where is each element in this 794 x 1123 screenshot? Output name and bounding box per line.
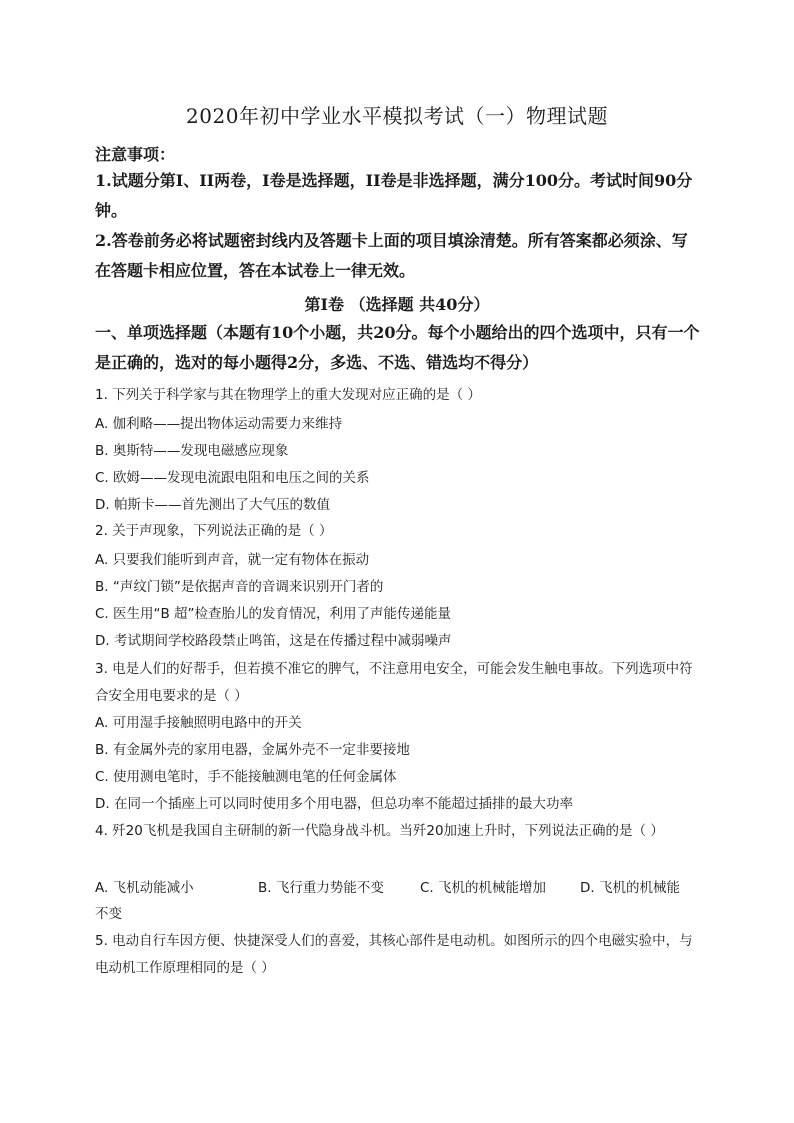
question-2-stem: 2. 关于声现象，下列说法正确的是（ ）: [95, 523, 333, 539]
notice-item-1: 1.试题分第Ⅰ、II两卷，I卷是选择题，II卷是非选择题，满分100分。考试时间90分钟。: [95, 171, 693, 220]
section-title: 第Ⅰ卷 （选择题 共40分）: [304, 295, 490, 314]
question-5-stem: 5. 电动自行车因方便、快捷深受人们的喜爱，其核心部件是电动机。如图所示的四个电磁实验中，与电动机工作原理相同的是（ ）: [95, 933, 693, 976]
exam-title: 2020年初中学业水平模拟考试（一）物理试题: [186, 104, 608, 128]
question-1-stem: 1. 下列关于科学家与其在物理学上的重大发现对应正确的是（ ）: [95, 387, 481, 403]
question-3-stem: 3. 电是人们的好帮手，但若摸不准它的脾气，不注意用电安全，可能会发生触电事故。下列选项中符合安全用电要求的是（ ）: [95, 661, 693, 704]
question-4-option-d: D. 飞机的机械能: [580, 880, 680, 896]
question-4-option-a: A. 飞机动能减小: [95, 880, 194, 896]
question-4-stem: 4. 歼20飞机是我国自主研制的新一代隐身战斗机。当歼20加速上升时，下列说法正确的是（ ）: [95, 823, 664, 839]
part-one-instructions: 一、单项选择题（本题有10个小题，共20分。每个小题给出的四个选项中，只有一个是正确的，选对的每小题得2分，多选、不选、错选均不得分）: [95, 323, 700, 372]
question-4-option-c: C. 飞机的机械能增加: [420, 880, 547, 896]
question-1-option-c: C. 欧姆——发现电流跟电阻和电压之间的关系: [95, 470, 370, 486]
question-3-option-c: C. 使用测电笔时，手不能接触测电笔的任何金属体: [95, 769, 397, 785]
notice-heading: 注意事项：: [95, 145, 176, 164]
question-2-option-a: A. 只要我们能听到声音，就一定有物体在振动: [95, 552, 370, 568]
question-2-option-b: B. “声纹门锁”是依据声音的音调来识别开门者的: [95, 579, 384, 595]
question-1-option-b: B. 奥斯特——发现电磁感应现象: [95, 443, 289, 459]
question-2-option-c: C. 医生用“B 超”检查胎儿的发育情况，利用了声能传递能量: [95, 606, 452, 622]
question-1-option-d: D. 帕斯卡——首先测出了大气压的数值: [95, 497, 330, 513]
notice-item-2: 2.答卷前务必将试题密封线内及答题卡上面的项目填涂清楚。所有答案都必须涂、写在答题卡相应位置，答在本试卷上一律无效。: [95, 231, 688, 280]
question-4-option-d-continued: 不变: [95, 906, 122, 922]
question-2-option-d: D. 考试期间学校路段禁止鸣笛，这是在传播过程中减弱噪声: [95, 633, 452, 649]
question-3-option-a: A. 可用湿手接触照明电路中的开关: [95, 715, 302, 731]
question-1-option-a: A. 伽利略——提出物体运动需要力来维持: [95, 416, 343, 432]
question-4-option-b: B. 飞行重力势能不变: [258, 880, 384, 896]
question-3-option-d: D. 在同一个插座上可以同时使用多个用电器，但总功率不能超过插排的最大功率: [95, 796, 573, 812]
question-3-option-b: B. 有金属外壳的家用电器，金属外壳不一定非要接地: [95, 742, 410, 758]
